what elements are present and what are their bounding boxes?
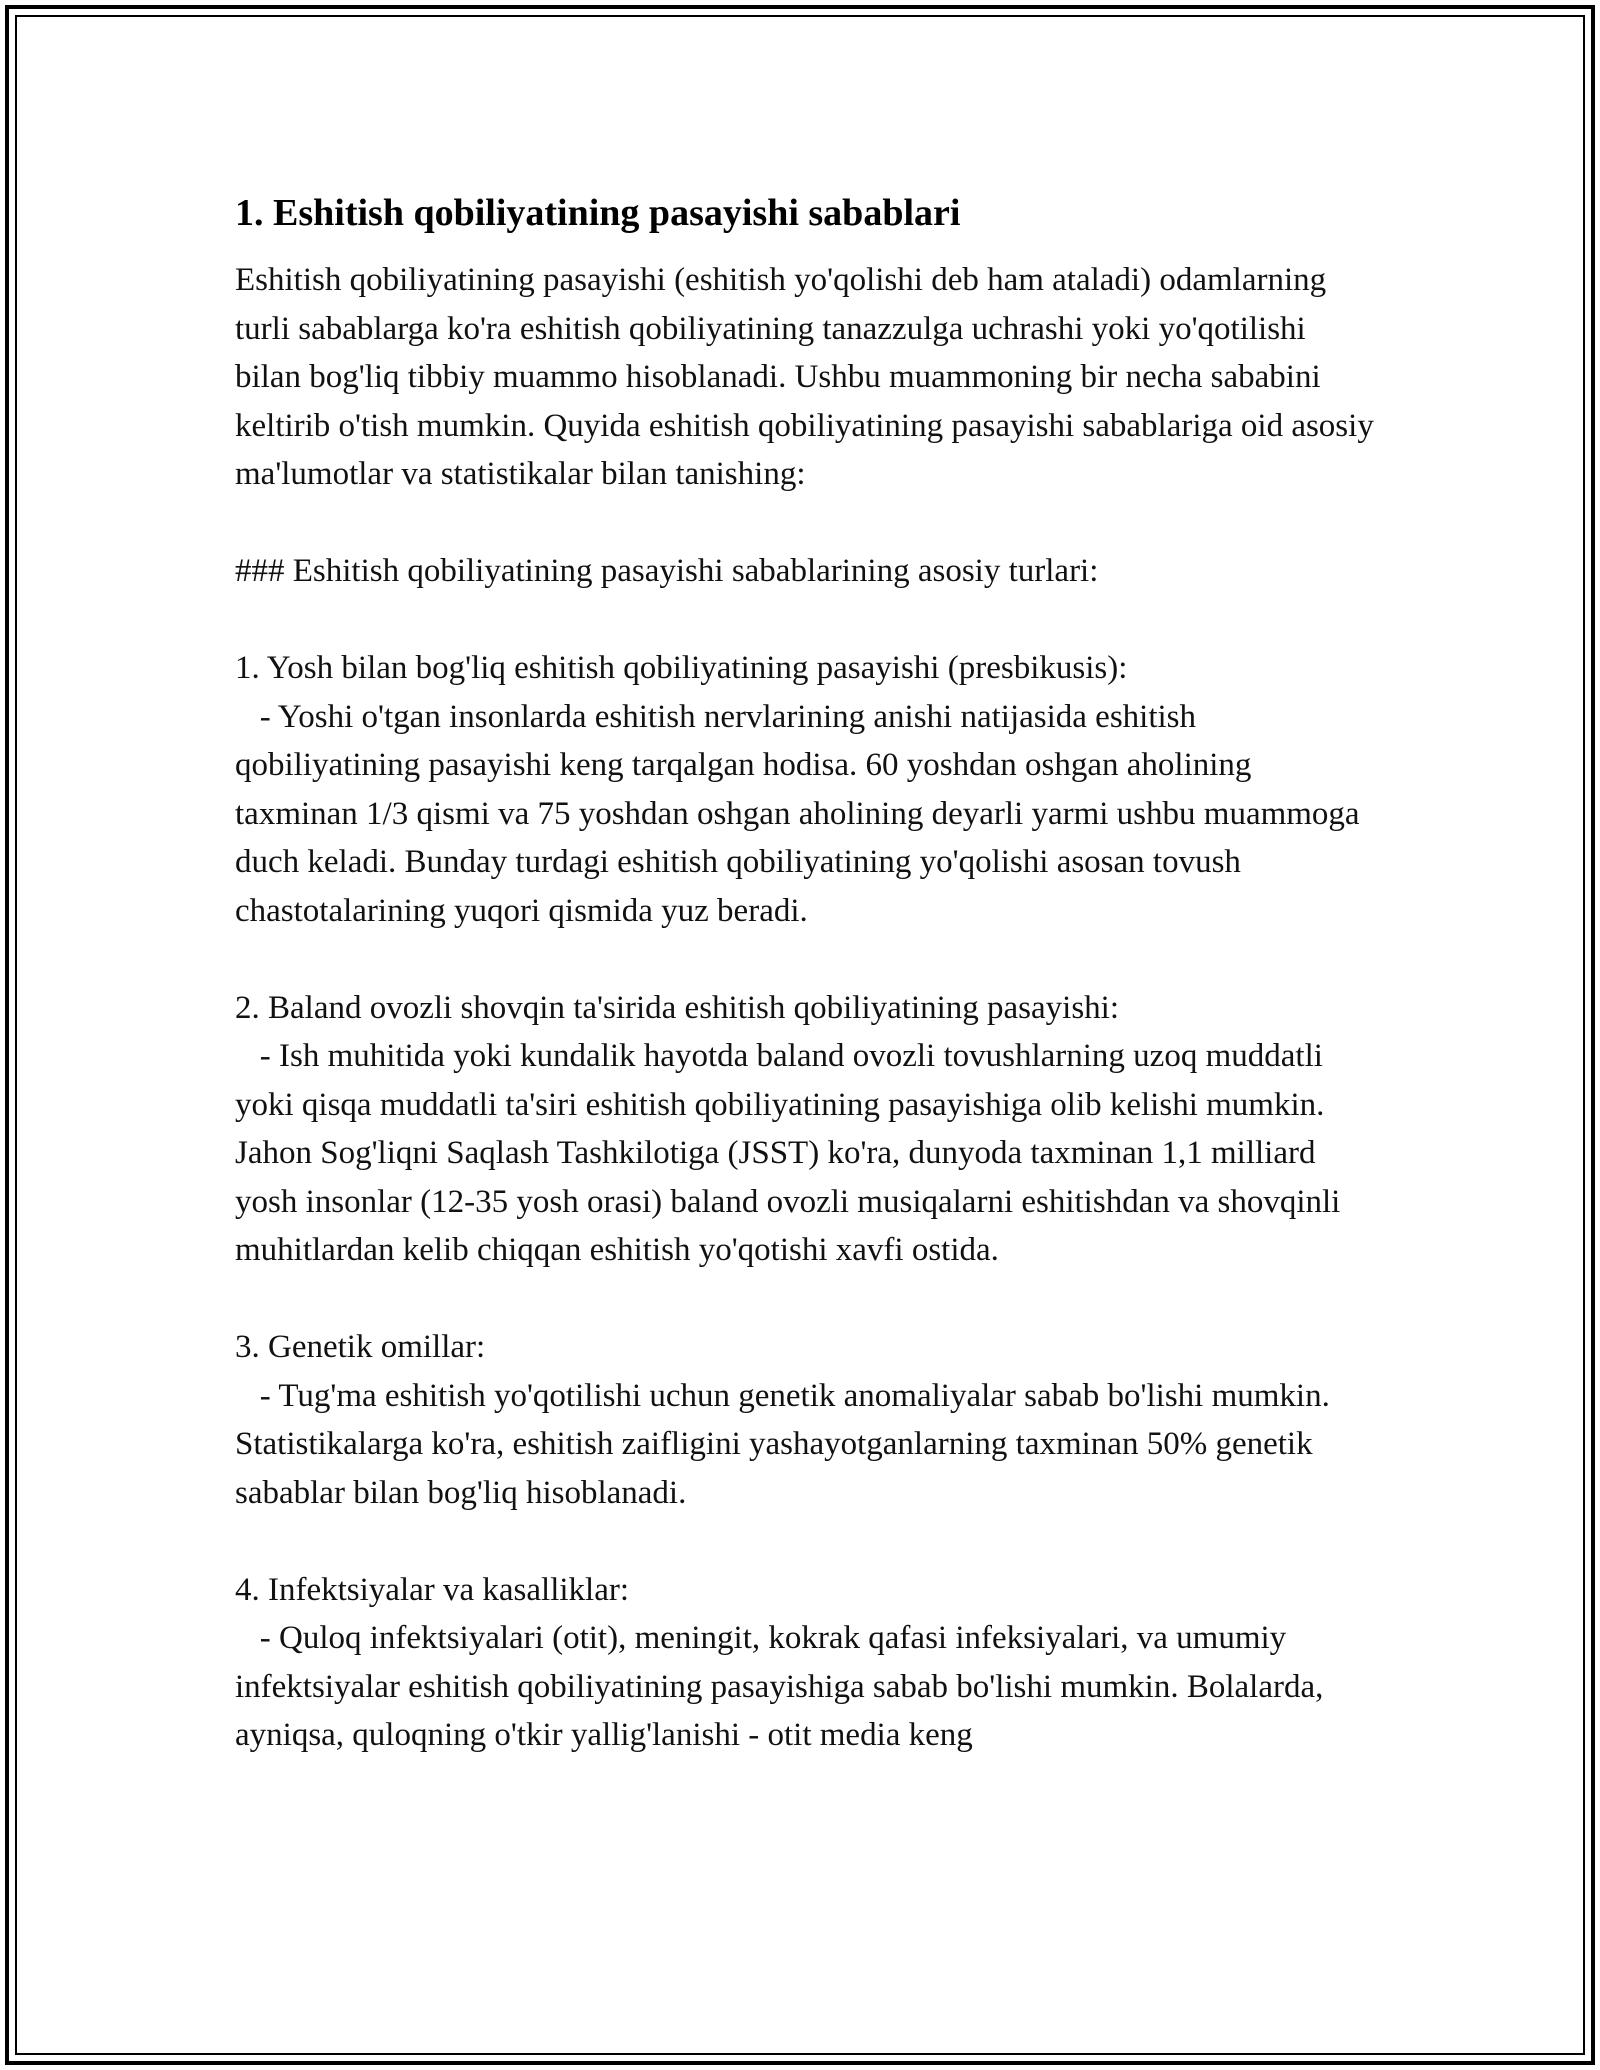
cause-section-genetic [235, 1323, 1375, 1517]
spacer [235, 596, 1375, 645]
cause-body: - Yoshi o'tgan insonlarda eshitish nervlarining anishi natijasida eshitish qobiliyatining pasayishi keng tarqalgan hodisa. 60 yoshdan oshgan aholining taxminan 1/3 qismi va 75 yoshdan oshgan aholining deyarli yarmi ushbu muammoga duch keladi. Bunday turdagi eshitish qobiliyatining yo'qolishi asosan tovush chastotalarining yuqori qismida yuz beradi. [235, 698, 1368, 929]
cause-heading: 4. Infektsiyalar va kasalliklar: [235, 1571, 630, 1608]
cause-section-infections [235, 1566, 1375, 1760]
document-body [235, 188, 1383, 1760]
document-title: 1. Eshitish qobiliyatining pasayishi sabablari [235, 192, 961, 234]
cause-section-age [235, 644, 1375, 935]
spacer [235, 499, 1375, 548]
cause-heading: 1. Yosh bilan bog'liq eshitish qobiliyatining pasayishi (presbikusis): [235, 650, 1128, 686]
cause-heading: 3. Genetik omillar: [235, 1329, 486, 1365]
cause-body: - Quloq infektsiyalari (otit), meningit, kokrak qafasi infeksiyalari, va umumiy infektsiyalar eshitish qobiliyatining pasayishiga sabab bo'lishi mumkin. Bolalarda, ayniqsa, quloqning o'tkir yallig'lanishi - otit media keng [235, 1620, 1332, 1753]
cause-body: - Tug'ma eshitish yo'qotilishi uchun genetik anomaliyalar sabab bo'lishi mumkin. Statistikalarga ko'ra, eshitish zaifligini yashayotganlarning taxminan 50% genetik sabablar bilan bog'liq hisoblanadi. [235, 1377, 1339, 1511]
cause-section-noise [235, 984, 1375, 1275]
spacer [235, 935, 1375, 984]
section-subheading: ### Eshitish qobiliyatining pasayishi sabablarining asosiy turlari: [235, 553, 1099, 589]
spacer [235, 1517, 1375, 1566]
intro-paragraph: Eshitish qobiliyatining pasayishi (eshitish yo'qolishi deb ham ataladi) odamlarning turli sabablarga ko'ra eshitish qobiliyatining tanazzulga uchrashi yoki yo'qotilishi bilan bog'liq tibbiy muammo hisoblanadi. Ushbu muammoning bir necha sababini keltirib o'tish mumkin. Quyida eshitish qobiliyatining pasayishi sabablariga oid asosiy ma'lumotlar va statistikalar bilan tanishing: [235, 262, 1383, 492]
cause-body: - Ish muhitida yoki kundalik hayotda baland ovozli tovushlarning uzoq muddatli yoki qisqa muddatli ta'siri eshitish qobiliyatining pasayishiga olib kelishi mumkin. Jahon Sog'liqni Saqlash Tashkilotiga (JSST) ko'ra, dunyoda taxminan 1,1 milliard yosh insonlar (12-35 yosh orasi) baland ovozli musiqalarni eshitishdan va shovqinli muhitlardan kelib chiqqan eshitish yo'qotishi xavfi ostida. [235, 1038, 1349, 1268]
cause-heading: 2. Baland ovozli shovqin ta'sirida eshitish qobiliyatining pasayishi: [235, 989, 1120, 1026]
spacer [235, 1275, 1375, 1324]
